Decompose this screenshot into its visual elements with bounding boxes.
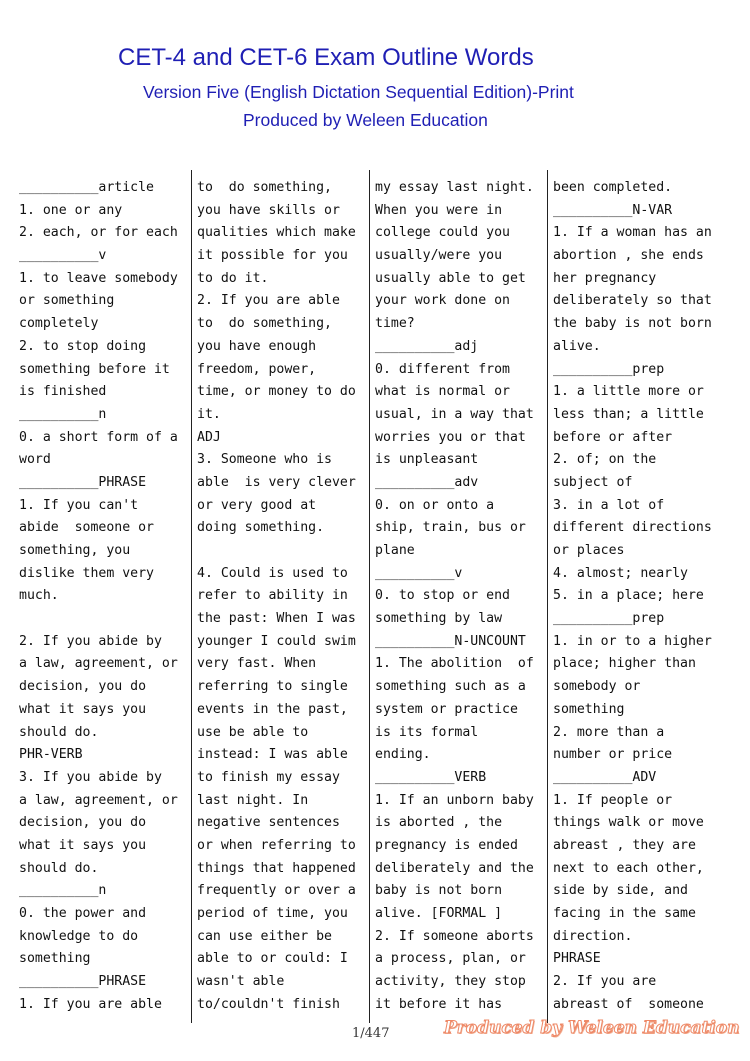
text-line: 5. in a place; here [553,588,704,604]
text-line: ADJ [197,429,221,445]
text-column-2 [197,177,367,1016]
column-divider [547,170,548,1023]
text-line: __________PHRASE [19,474,147,490]
text-line: college could you [375,225,510,241]
text-line: something such as a [375,679,526,695]
text-line: direction. [553,928,633,944]
text-line: __________v [375,565,463,581]
text-line: system or practice [375,701,518,717]
text-line: a process, plan, or [375,951,526,967]
text-line: your work done on [375,293,510,309]
column-divider [369,170,370,1023]
text-line: __________article [19,180,154,195]
text-line: PHR-VERB [19,747,83,763]
text-line: ship, train, bus or [375,520,526,536]
text-line: PHRASE [553,951,601,967]
text-line: __________VERB [375,769,487,785]
text-line: 0. the power and [19,906,147,921]
text-line: usually/were you [375,248,503,264]
text-line: to finish my essay [197,769,340,785]
text-line: or when referring to [197,837,356,853]
text-line: facing in the same [553,906,696,921]
text-line: activity, they stop [375,974,526,990]
text-line: somebody or [553,679,641,695]
text-line: or something [19,293,115,309]
text-line: the past: When I was [197,611,356,627]
text-line: subject of [553,474,633,490]
text-line: place; higher than [553,656,696,672]
text-line: much. [19,588,59,604]
text-line: 1. The abolition of [375,656,534,672]
text-line: negative sentences [197,815,340,831]
text-line: what it says you [19,701,147,717]
text-line: side by side, and [553,883,688,899]
text-line: period of time, you [197,906,348,921]
text-line: is its formal [375,724,479,740]
text-line: __________prep [553,361,665,377]
text-line: 2. If you are [553,974,657,990]
text-line: is unpleasant [375,452,479,468]
text-line: abide someone or [19,520,154,536]
text-line: alive. [FORMAL ] [375,906,503,921]
text-line: should do. [19,724,99,740]
text-line: plane [375,543,415,558]
text-line: or places [553,543,625,558]
text-line: should do. [19,860,99,876]
text-line: last night. In [197,792,309,808]
text-line: When you were in [375,202,503,218]
text-line: less than; a little [553,406,704,422]
text-line: __________N-VAR [553,202,673,218]
text-line: qualities which make [197,225,356,241]
text-line: usually able to get [375,270,526,286]
text-line: to do something, [197,316,332,332]
text-line: able is very clever [197,474,356,490]
text-line: instead: I was able [197,747,348,763]
text-line: something [19,951,91,967]
document-subtitle: Version Five (English Dictation Sequential Edition)-Print [143,82,574,102]
page-number: 1/447 [352,1026,390,1041]
text-line [197,540,367,563]
text-line: it possible for you [197,248,348,264]
text-line: 2. If you are able [197,293,340,309]
text-line: number or price [553,747,673,763]
text-line: deliberately so that [553,293,712,309]
text-line: __________n [19,883,107,899]
text-line: frequently or over a [197,883,356,899]
text-line: 1. in or to a higher [553,633,712,649]
text-line: knowledge to do [19,928,139,944]
text-line: refer to ability in [197,588,348,604]
text-line: 4. almost; nearly [553,565,688,581]
text-line: 2. each, or for each [19,225,178,241]
text-line: very fast. When [197,656,317,672]
text-line: can use either be [197,928,332,944]
text-line: abortion , she ends [553,248,704,264]
text-line: 1. a little more or [553,384,704,400]
text-line: referring to single [197,679,348,695]
text-line: __________v [19,248,107,264]
text-line: 1. If a woman has an [553,225,712,241]
text-line: __________prep [553,611,665,627]
text-line: younger I could swim [197,633,356,649]
text-line: time, or money to do [197,384,356,400]
text-line: what it says you [19,837,147,853]
text-column-4 [553,177,723,1016]
text-line: decision, you do [19,815,147,831]
text-line: something before it [19,361,170,377]
text-line: been completed. [553,180,673,195]
text-line: doing something. [197,520,325,536]
document-title: CET-4 and CET-6 Exam Outline Words [118,44,534,71]
text-line: __________ADV [553,769,657,785]
text-line: 1. to leave somebody [19,270,178,286]
text-line: something, you [19,543,131,558]
text-line: to do something, [197,180,332,195]
text-line: able to or could: I [197,951,348,967]
text-line: my essay last night. [375,180,534,195]
text-column-3 [375,177,545,1016]
text-line: 1. If you can't [19,497,139,513]
text-line: word [19,452,51,468]
text-line: is aborted , the [375,815,503,831]
text-line: to do it. [197,270,269,286]
text-line: is finished [19,384,107,400]
text-line: it. [197,406,221,422]
text-line: 1. one or any [19,202,123,218]
text-line: completely [19,316,99,332]
text-line: it before it has [375,996,503,1012]
text-line: things walk or move [553,815,704,831]
text-line: 2. more than a [553,724,665,740]
text-line: deliberately and the [375,860,534,876]
text-line: 3. Someone who is [197,452,332,468]
text-line: before or after [553,429,673,445]
text-line: __________N-UNCOUNT [375,633,526,649]
text-line: something [553,701,625,717]
producer-credit: Produced by Weleen Education [243,110,488,130]
text-line: 3. in a lot of [553,497,665,513]
text-line: 3. If you abide by [19,769,162,785]
text-line: __________n [19,406,107,422]
text-line: 2. If you abide by [19,633,162,649]
text-line: use be able to [197,724,309,740]
text-line: abreast of someone [553,996,704,1012]
text-line: dislike them very [19,565,154,581]
column-divider [191,170,192,1023]
watermark-text: Produced by Weleen Education [444,1018,740,1038]
text-line: the baby is not born [553,316,712,332]
text-line: a law, agreement, or [19,792,178,808]
text-line: worries you or that [375,429,526,445]
text-line: baby is not born [375,883,503,899]
text-line: you have skills or [197,202,340,218]
text-line: 0. to stop or end [375,588,510,604]
text-line: 0. a short form of a [19,429,178,445]
text-line: wasn't able [197,974,285,990]
text-line: what is normal or [375,384,510,400]
text-line [19,608,189,631]
text-line: decision, you do [19,679,147,695]
text-line: 4. Could is used to [197,565,348,581]
text-line: a law, agreement, or [19,656,178,672]
text-line: things that happened [197,860,356,876]
text-line: 1. If people or [553,792,673,808]
text-line: you have enough [197,338,317,354]
text-line: or very good at [197,497,317,513]
text-line: 2. of; on the [553,452,657,468]
text-column-1 [19,177,189,1016]
text-line: 2. to stop doing [19,338,147,354]
text-line: 1. If you are able [19,996,162,1012]
text-line: usual, in a way that [375,406,534,422]
text-line: different directions [553,520,712,536]
text-line: 1. If an unborn baby [375,792,534,808]
text-line: 2. If someone aborts [375,928,534,944]
text-line: next to each other, [553,860,704,876]
text-line: ending. [375,747,431,763]
text-line: her pregnancy [553,270,657,286]
text-line: time? [375,316,415,332]
text-line: freedom, power, [197,361,317,377]
text-line: pregnancy is ended [375,837,518,853]
text-line: 0. on or onto a [375,497,495,513]
text-line: __________adv [375,474,479,490]
text-line: abreast , they are [553,837,696,853]
text-line: 0. different from [375,361,510,377]
text-line: alive. [553,338,601,354]
text-line: something by law [375,611,503,627]
text-line: events in the past, [197,701,348,717]
text-line: to/couldn't finish [197,996,340,1012]
text-line: __________PHRASE [19,974,147,990]
text-line: __________adj [375,338,479,354]
